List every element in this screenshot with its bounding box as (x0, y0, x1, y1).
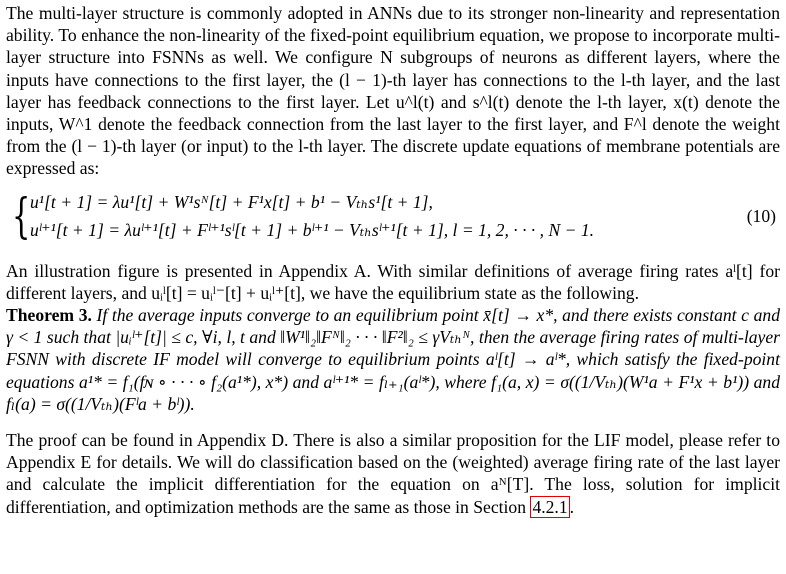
proof-end: . (569, 496, 575, 517)
equation-line-1: u¹[t + 1] = λu¹[t] + W¹sᴺ[t] + F¹x[t] + b¹ − Vₜₕs¹[t + 1], (30, 191, 433, 212)
theorem-heading: Theorem 3. (6, 305, 92, 326)
paragraph-multilayer-intro: The multi-layer structure is commonly adopted in ANNs due to its stronger non-linearity and representation ability. To enhance the non-linearity of the fixed-point equilibrium equation, we propose to incorporate multi-layer structure into FSNNs as well. We configure N subgroups of neurons as different layers, where the inputs have connections to the first layer, the (l − 1)-th layer has connections to the l-th layer, and the last layer has feedback connections to the first layer. Let u^l(t) and s^l(t) denote the l-th layer, x(t) denote the inputs, W^1 denote the feedback connection from the last layer to the first layer, and F^l denote the weight from the (l − 1)-th layer (or input) to the l-th layer. The discrete update equations of membrane potentials are expressed as: (6, 3, 780, 179)
equation-brace: { (12, 187, 31, 244)
paper-page (6, 2, 780, 518)
paragraph-proof (6, 429, 780, 518)
equation-line-2: uˡ⁺¹[t + 1] = λuˡ⁺¹[t] + Fˡ⁺¹sˡ[t + 1] + bˡ⁺¹ − Vₜₕsˡ⁺¹[t + 1], l = 1, 2, · · · , N − 1. (30, 219, 595, 240)
theorem-statement: If the average inputs converge to an equilibrium point x̄[t] → x*, and there exists constant c and γ < 1 such that |uᵢˡ⁺[t]| ≤ c, ∀i, l, t and ‖W¹‖₂‖Fᴺ‖₂ · · · ‖F²‖₂ ≤ γVₜₕᴺ, then the average firing rates of multi-layer FSNN with discrete IF model will converge to equilibrium points aˡ[t] → aˡ*, which satisfy the fixed-point equations a¹* = f₁(fɴ ∘ · · · ∘ f₂(a¹*), x*) and aˡ⁺¹* = fₗ₊₁(aˡ*), where f₁(a, x) = σ((1/Vₜₕ)(W¹a + F¹x + b¹)) and fₗ(a) = σ((1/Vₜₕ)(Fˡa + bˡ)). (6, 305, 780, 414)
paragraph-illustration: An illustration figure is presented in Appendix A. With similar definitions of average firing rates aˡ[t] for different layers, and uᵢˡ[t] = uᵢˡ⁻[t] + uᵢˡ⁺[t], we have the equilibrium state as the following. (6, 260, 780, 303)
proof-text: The proof can be found in Appendix D. There is also a similar proposition for the LIF model, please refer to Appendix E for details. We will do classification based on the (weighted) average firing rate of the last layer and calculate the implicit differentiation for the equation on aᴺ[T]. The loss, solution for implicit differentiation, and optimization methods are the same as those in Section (6, 430, 780, 517)
equation-number: (10) (746, 205, 776, 226)
theorem-3 (6, 304, 780, 415)
section-ref-link[interactable]: 4.2.1 (532, 496, 568, 517)
equation-10 (6, 188, 780, 250)
